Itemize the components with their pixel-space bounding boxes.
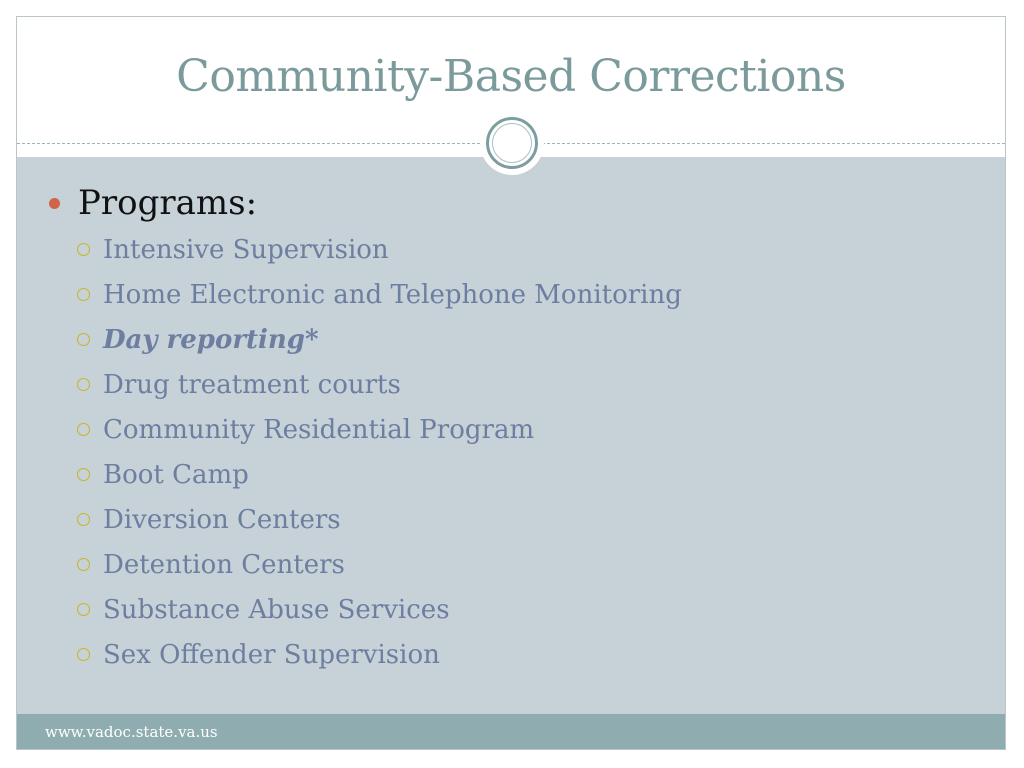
list-item — [77, 497, 987, 542]
hollow-circle-bullet-icon — [77, 558, 90, 571]
ornament-outer-ring — [486, 117, 538, 169]
list-item — [77, 632, 987, 677]
list-item-text-emphasized: Day reporting* — [103, 324, 319, 355]
slide — [16, 16, 1006, 750]
list-item — [77, 587, 987, 632]
ornament-inner-ring — [492, 123, 532, 163]
list-item-text: Community Residential Program — [103, 414, 535, 445]
hollow-circle-bullet-icon — [77, 603, 90, 616]
list-item — [77, 362, 987, 407]
list-item — [77, 227, 987, 272]
hollow-circle-bullet-icon — [77, 288, 90, 301]
list-item-text: Diversion Centers — [103, 504, 341, 535]
slide-title: Community-Based Corrections — [176, 51, 846, 102]
bullet-programs-label: Programs: — [78, 183, 258, 223]
list-item-text: Substance Abuse Services — [103, 594, 450, 625]
hollow-circle-bullet-icon — [77, 243, 90, 256]
list-item — [77, 452, 987, 497]
hollow-circle-bullet-icon — [77, 468, 90, 481]
list-item — [77, 542, 987, 587]
footer-bar — [17, 714, 1005, 749]
hollow-circle-bullet-icon — [77, 333, 90, 346]
filled-circle-bullet-icon — [49, 198, 60, 209]
hollow-circle-bullet-icon — [77, 513, 90, 526]
list-item-text: Sex Offender Supervision — [103, 639, 440, 670]
list-item-text: Home Electronic and Telephone Monitoring — [103, 279, 682, 310]
list-item-text: Drug treatment courts — [103, 369, 401, 400]
bullet-list — [47, 181, 987, 677]
list-item — [77, 407, 987, 452]
programs-sublist — [77, 227, 987, 677]
list-item — [77, 317, 987, 362]
list-item-text: Boot Camp — [103, 459, 249, 490]
list-item-text: Detention Centers — [103, 549, 345, 580]
list-item — [77, 272, 987, 317]
hollow-circle-bullet-icon — [77, 423, 90, 436]
hollow-circle-bullet-icon — [77, 648, 90, 661]
list-item-text: Intensive Supervision — [103, 234, 389, 265]
bullet-programs — [47, 181, 987, 225]
ornament-icon — [480, 111, 544, 175]
hollow-circle-bullet-icon — [77, 378, 90, 391]
footer-url: www.vadoc.state.va.us — [45, 723, 218, 741]
